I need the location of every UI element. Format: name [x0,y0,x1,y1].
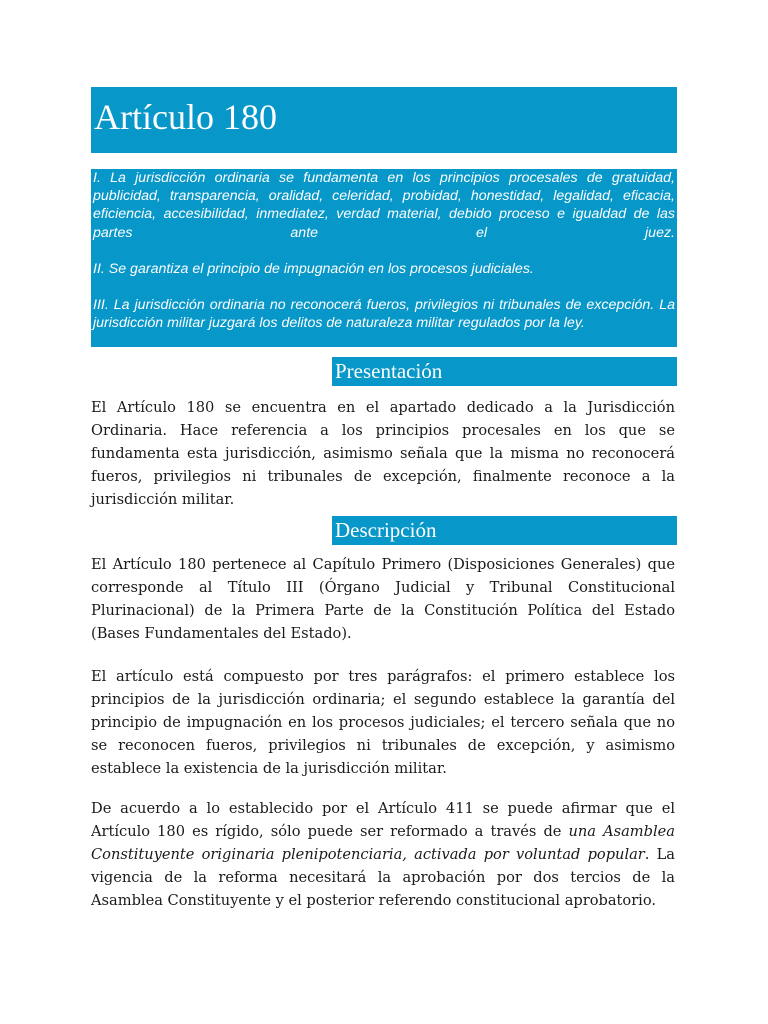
descripcion-heading: Descripción [335,518,437,542]
article-paragraph-1: I. La jurisdicción ordinaria se fundamenta en los principios procesales de gratuidad, publicidad, transparencia, oralidad, celeridad, probidad, honestidad, legalidad, eficacia, eficiencia, accesibilidad, inmediatez, verdad material, debido proceso e igualdad de las partes ante el juez. [93,170,675,241]
paragraph-3-lead-text: De acuerdo a lo establecido por el Artículo 411 se puede afirmar que el Artículo 180 es rígido, sólo puede ser reformado a través de [91,800,675,840]
article-paragraph-2: II. Se garantiza el principio de impugnación en los procesos judiciales. [93,260,534,277]
paragraph-3-tail-text: . La vigencia de la reforma necesitará la aprobación por dos tercios de la Asamblea Constituyente y el posterior referendo constitucional aprobatorio. [91,846,676,909]
article-title: Artículo 180 [94,97,277,137]
descripcion-paragraph-1: El Artículo 180 pertenece al Capítulo Primero (Disposiciones Generales) que corresponde al Título III (Órgano Judicial y Tribunal Constitucional Plurinacional) de la Primera Parte de la Constitución Política del Estado (Bases Fundamentales del Estado). [91,556,675,642]
descripcion-paragraph-2: El artículo está compuesto por tres parágrafos: el primero establece los principios de la jurisdicción ordinaria; el segundo establece la garantía del principio de impugnación en los procesos judiciales; el tercero señala que no se reconocen fueros, privilegios ni tribunales de excepción, y asimismo establece la existencia de la jurisdicción militar. [91,668,675,777]
presentacion-heading: Presentación [335,359,443,383]
article-text-box [91,169,677,347]
descripcion-heading-bar [332,516,677,545]
presentacion-heading-bar [332,357,677,386]
descripcion-paragraph-3 [91,797,675,912]
paragraph-3-italic-text: una Asamblea Constituyente originaria plenipotenciaria, activada por voluntad popular [91,823,675,863]
article-paragraph-3: III. La jurisdicción ordinaria no reconocerá fueros, privilegios ni tribunales de excepción. La jurisdicción militar juzgará los delitos de naturaleza militar regulados por la ley. [93,297,675,332]
article-title-bar [91,87,677,153]
presentacion-text: El Artículo 180 se encuentra en el apartado dedicado a la Jurisdicción Ordinaria. Hace referencia a los principios procesales en los que se fundamenta esta jurisdicción, asimismo señala que la misma no reconocerá fueros, privilegios ni tribunales de excepción, finalmente reconoce a la jurisdicción militar. [91,399,675,508]
